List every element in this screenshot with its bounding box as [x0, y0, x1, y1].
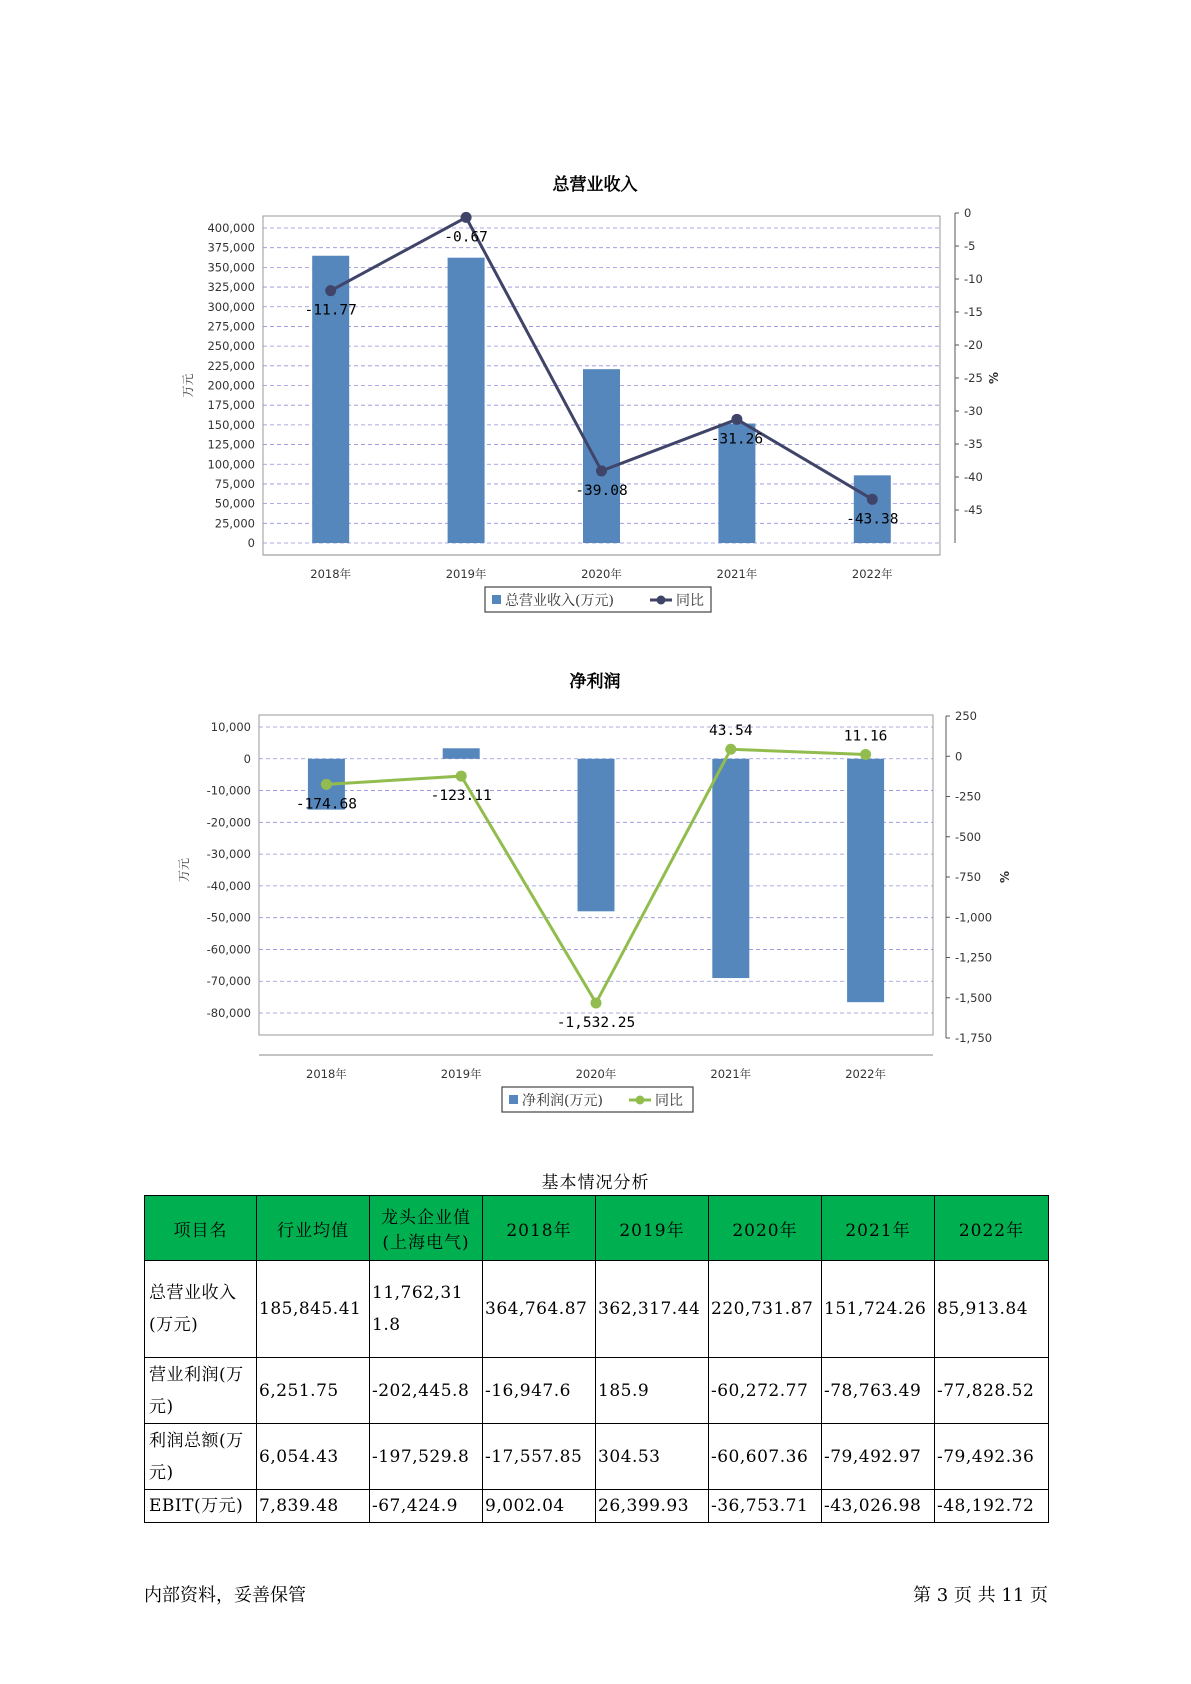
table-cell: 364,764.87 [483, 1261, 596, 1358]
y-tick-label: 175,000 [207, 398, 255, 413]
legend-bar-swatch [509, 1095, 518, 1104]
x-tick-label: 2020年 [575, 1067, 617, 1081]
y2-tick-label: -20 [964, 338, 983, 352]
y-tick-label: 10,000 [210, 720, 251, 734]
y2-tick-label: -250 [955, 789, 982, 804]
y2-tick-label: -35 [964, 437, 983, 451]
series-point [325, 285, 336, 296]
legend-bar-label: 总营业收入(万元) [505, 593, 614, 609]
y2-tick-label: -1,500 [955, 990, 993, 1005]
legend-line-marker [636, 1096, 645, 1105]
table-cell: 7,839.48 [257, 1490, 370, 1523]
y-tick-label: -10,000 [206, 783, 251, 798]
bar [847, 759, 884, 1002]
y-tick-label: -30,000 [206, 847, 251, 862]
y-tick-label: 75,000 [214, 476, 255, 491]
table-cell: 185,845.41 [257, 1261, 370, 1358]
data-label: 43.54 [708, 723, 753, 740]
legend-bar-swatch [492, 595, 501, 604]
y2-tick-label: 0 [964, 206, 972, 220]
series-point [461, 212, 472, 223]
y-axis-title: 万元 [181, 373, 195, 398]
revenue-chart-svg [0, 160, 1191, 620]
table-caption: 基本情况分析 [541, 1173, 650, 1193]
series-point [725, 744, 736, 755]
table-cell: -16,947.6 [483, 1358, 596, 1424]
legend-line-label: 同比 [655, 1093, 683, 1109]
x-tick-label: 2018年 [310, 567, 352, 581]
legend-line-label: 同比 [676, 593, 704, 609]
table-cell: 6,054.43 [257, 1424, 370, 1490]
y-tick-label: -50,000 [206, 910, 251, 925]
x-tick-label: 2021年 [716, 567, 758, 581]
net-profit-chart [0, 660, 1191, 1120]
y-tick-label: -20,000 [206, 815, 251, 830]
series-point [596, 465, 607, 476]
table-cell: -77,828.52 [935, 1358, 1049, 1424]
bar [583, 369, 620, 543]
y-tick-label: 400,000 [207, 221, 255, 235]
header-2022: 2022年 [935, 1196, 1049, 1261]
header-2018: 2018年 [483, 1196, 596, 1261]
y2-tick-label: -1,250 [955, 950, 993, 965]
y-tick-label: 25,000 [214, 516, 255, 531]
row-label: 利润总额(万元) [145, 1424, 257, 1490]
table-cell: 26,399.93 [596, 1490, 709, 1523]
y2-tick-label: -40 [964, 470, 983, 484]
y2-tick-label: -5 [964, 239, 976, 253]
series-point [731, 414, 742, 425]
y-tick-label: -70,000 [206, 974, 251, 989]
x-tick-label: 2018年 [306, 1067, 347, 1081]
x-tick-label: 2019年 [445, 567, 487, 581]
bar [578, 759, 615, 912]
y2-tick-label: -15 [964, 305, 983, 319]
table-cell: -36,753.71 [709, 1490, 822, 1523]
y-tick-label: -40,000 [206, 878, 251, 893]
y2-tick-label: -1,000 [955, 910, 993, 925]
y2-tick-label: -1,750 [955, 1031, 993, 1045]
data-label: -11.77 [304, 302, 357, 319]
y-tick-label: 300,000 [207, 299, 255, 314]
table-cell: 151,724.26 [822, 1261, 935, 1358]
y2-tick-label: -30 [964, 404, 983, 418]
y2-tick-label: 250 [955, 709, 977, 723]
header-leader-value: 龙头企业值(上海电气) [370, 1196, 483, 1261]
table-cell: -79,492.36 [935, 1424, 1049, 1490]
table-cell: 220,731.87 [709, 1261, 822, 1358]
table-header-row [145, 1196, 1049, 1261]
chart-title: 总营业收入 [552, 175, 638, 195]
x-tick-label: 2022年 [845, 1067, 886, 1081]
data-label: -123.11 [430, 788, 492, 805]
table-cell: 11,762,311.8 [370, 1261, 483, 1358]
y2-axis-title: % [998, 870, 1012, 884]
header-2021: 2021年 [822, 1196, 935, 1261]
table-cell: -60,272.77 [709, 1358, 822, 1424]
table-cell: -43,026.98 [822, 1490, 935, 1523]
table-row [145, 1490, 1049, 1523]
y-tick-label: 325,000 [207, 280, 255, 295]
revenue-chart [0, 160, 1191, 620]
y-tick-label: 350,000 [207, 260, 255, 275]
data-label: 11.16 [843, 728, 888, 745]
y-tick-label: 275,000 [207, 319, 255, 334]
y-tick-label: -60,000 [206, 942, 251, 957]
series-point [456, 771, 467, 782]
legend-line-marker [657, 596, 666, 605]
chart-title: 净利润 [569, 672, 621, 692]
table-cell: 185.9 [596, 1358, 709, 1424]
y2-tick-label: -750 [955, 870, 982, 884]
row-label: 营业利润(万元) [145, 1358, 257, 1424]
y-tick-label: -80,000 [206, 1006, 251, 1020]
x-tick-label: 2020年 [581, 567, 622, 581]
data-label: -174.68 [295, 796, 357, 813]
y-tick-label: 0 [243, 751, 251, 766]
y-tick-label: 100,000 [207, 457, 255, 472]
table-cell: -60,607.36 [709, 1424, 822, 1490]
table-cell: 362,317.44 [596, 1261, 709, 1358]
series-point [860, 749, 871, 760]
series-point [867, 494, 878, 505]
bar [448, 258, 485, 543]
table-cell: -17,557.85 [483, 1424, 596, 1490]
y-tick-label: 0 [247, 536, 255, 550]
x-tick-label: 2022年 [851, 567, 893, 581]
table-cell: -202,445.8 [370, 1358, 483, 1424]
header-industry-avg: 行业均值 [257, 1196, 370, 1261]
net-profit-chart-svg [0, 660, 1191, 1120]
table-cell: -48,192.72 [935, 1490, 1049, 1523]
series-point [321, 779, 332, 790]
bar [312, 256, 349, 543]
y2-tick-label: -45 [964, 503, 983, 517]
table-cell: -78,763.49 [822, 1358, 935, 1424]
table-row [145, 1261, 1049, 1358]
table-cell: -79,492.97 [822, 1424, 935, 1490]
table-cell: -67,424.9 [370, 1490, 483, 1523]
table-row [145, 1358, 1049, 1424]
y-tick-label: 125,000 [207, 437, 255, 452]
header-2020: 2020年 [709, 1196, 822, 1261]
data-label: -39.08 [575, 482, 628, 499]
y-tick-label: 150,000 [207, 417, 255, 432]
table-cell: -197,529.8 [370, 1424, 483, 1490]
row-label: 总营业收入(万元) [145, 1261, 257, 1358]
y-tick-label: 375,000 [207, 240, 255, 255]
x-tick-label: 2021年 [710, 1067, 752, 1081]
y2-tick-label: -25 [964, 371, 983, 385]
data-label: -1,532.25 [556, 1014, 636, 1031]
y2-tick-label: -10 [964, 272, 983, 286]
y2-tick-label: -500 [955, 829, 982, 844]
y-tick-label: 250,000 [207, 339, 255, 354]
data-label: -43.38 [846, 511, 899, 528]
row-label: EBIT(万元) [145, 1490, 257, 1523]
table-cell: 9,002.04 [483, 1490, 596, 1523]
legend-bar-label: 净利润(万元) [522, 1093, 603, 1109]
analysis-table [144, 1195, 1049, 1523]
y-axis-title: 万元 [177, 857, 191, 883]
y-tick-label: 225,000 [207, 358, 255, 373]
data-label: -0.67 [444, 229, 488, 246]
bar [854, 475, 891, 543]
footer-confidential-note: 内部资料，妥善保管 [144, 1585, 306, 1606]
x-tick-label: 2019年 [440, 1067, 482, 1081]
y2-axis-title: % [987, 371, 1001, 385]
data-label: -31.26 [710, 431, 764, 448]
series-point [591, 997, 602, 1008]
table-cell: 6,251.75 [257, 1358, 370, 1424]
table-cell: 85,913.84 [935, 1261, 1049, 1358]
footer-page-number: 第 3 页 共 11 页 [913, 1585, 1048, 1606]
header-item-name: 项目名 [145, 1196, 257, 1261]
bar [443, 748, 480, 758]
table-cell: 304.53 [596, 1424, 709, 1490]
y-tick-label: 200,000 [207, 378, 255, 393]
y-tick-label: 50,000 [214, 496, 255, 511]
table-row [145, 1424, 1049, 1490]
bar [712, 759, 749, 978]
header-2019: 2019年 [596, 1196, 709, 1261]
y2-tick-label: 0 [955, 749, 963, 764]
